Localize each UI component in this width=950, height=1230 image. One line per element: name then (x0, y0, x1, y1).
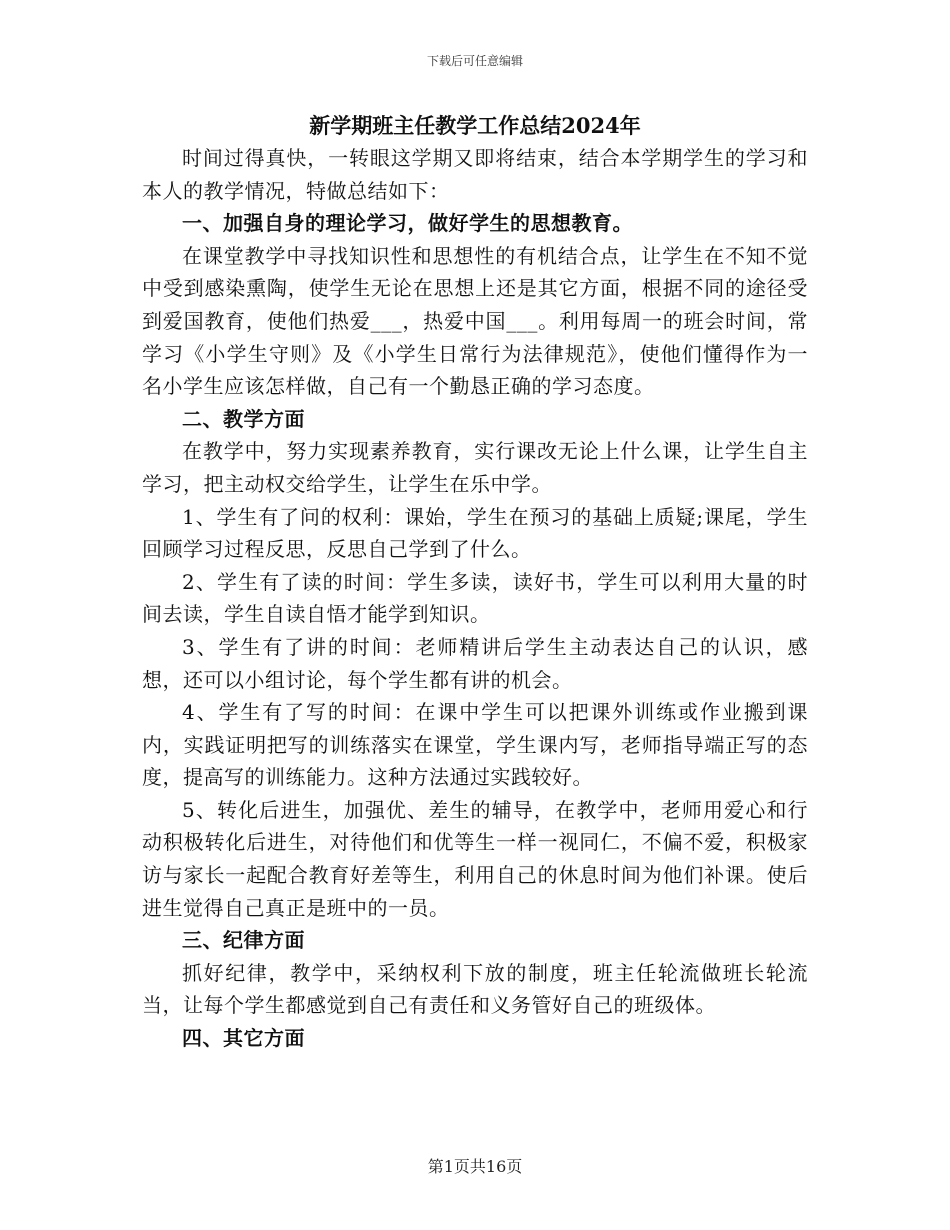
paragraph-item-2: 2、学生有了读的时间：学生多读，读好书，学生可以利用大量的时间去读，学生自读自悟才能学到知识。 (142, 569, 808, 627)
document-title: 新学期班主任教学工作总结2024年 (309, 113, 641, 138)
paragraph-theory: 在课堂教学中寻找知识性和思想性的有机结合点，让学生在不知不觉中受到感染熏陶，使学生无论在思想上还是其它方面，根据不同的途径受到爱国教育，使他们热爱___，热爱中国___。利用每周一的班会时间，常学习《小学生守则》及《小学生日常行为法律规范》，使他们懂得作为一名小学生应该怎样做，自己有一个勤恳正确的学习态度。 (142, 243, 808, 399)
document-body (142, 142, 808, 1055)
paragraph-item-4: 4、学生有了写的时间：在课中学生可以把课外训练或作业搬到课内，实践证明把写的训练落实在课堂，学生课内写，老师指导端正写的态度，提高写的训练能力。这种方法通过实践较好。 (142, 700, 808, 790)
paragraph-teaching: 在教学中，努力实现素养教育，实行课改无论上什么课，让学生自主学习，把主动权交给学生，让学生在乐中学。 (142, 439, 808, 496)
paragraph-item-5: 5、转化后进生，加强优、差生的辅导，在教学中，老师用爱心和行动积极转化后进生，对待他们和优等生一样一视同仁，不偏不爱，积极家访与家长一起配合教育好差等生，利用自己的休息时间为他们补课。使后进生觉得自己真正是班中的一员。 (142, 797, 808, 920)
section-heading-teaching: 二、教学方面 (182, 406, 305, 431)
page-footer: 第1页共16页 (427, 1157, 523, 1176)
section-heading-other: 四、其它方面 (182, 1026, 305, 1051)
intro-paragraph: 时间过得真快，一转眼这学期又即将结束，结合本学期学生的学习和本人的教学情况，特做总结如下： (142, 146, 808, 203)
section-heading-discipline: 三、纪律方面 (182, 928, 305, 953)
paragraph-item-3: 3、学生有了讲的时间：老师精讲后学生主动表达自己的认识，感想，还可以小组讨论，每个学生都有讲的机会。 (142, 634, 808, 692)
paragraph-discipline: 抓好纪律，教学中，采纳权利下放的制度，班主任轮流做班长轮流当，让每个学生都感觉到自己有责任和义务管好自己的班级体。 (142, 960, 808, 1018)
paragraph-item-1: 1、学生有了问的权利：课始，学生在预习的基础上质疑;课尾，学生回顾学习过程反思，反思自己学到了什么。 (142, 504, 808, 562)
header-note: 下载后可任意编辑 (426, 54, 523, 68)
section-heading-theory: 一、加强自身的理论学习，做好学生的思想教育。 (182, 211, 633, 236)
